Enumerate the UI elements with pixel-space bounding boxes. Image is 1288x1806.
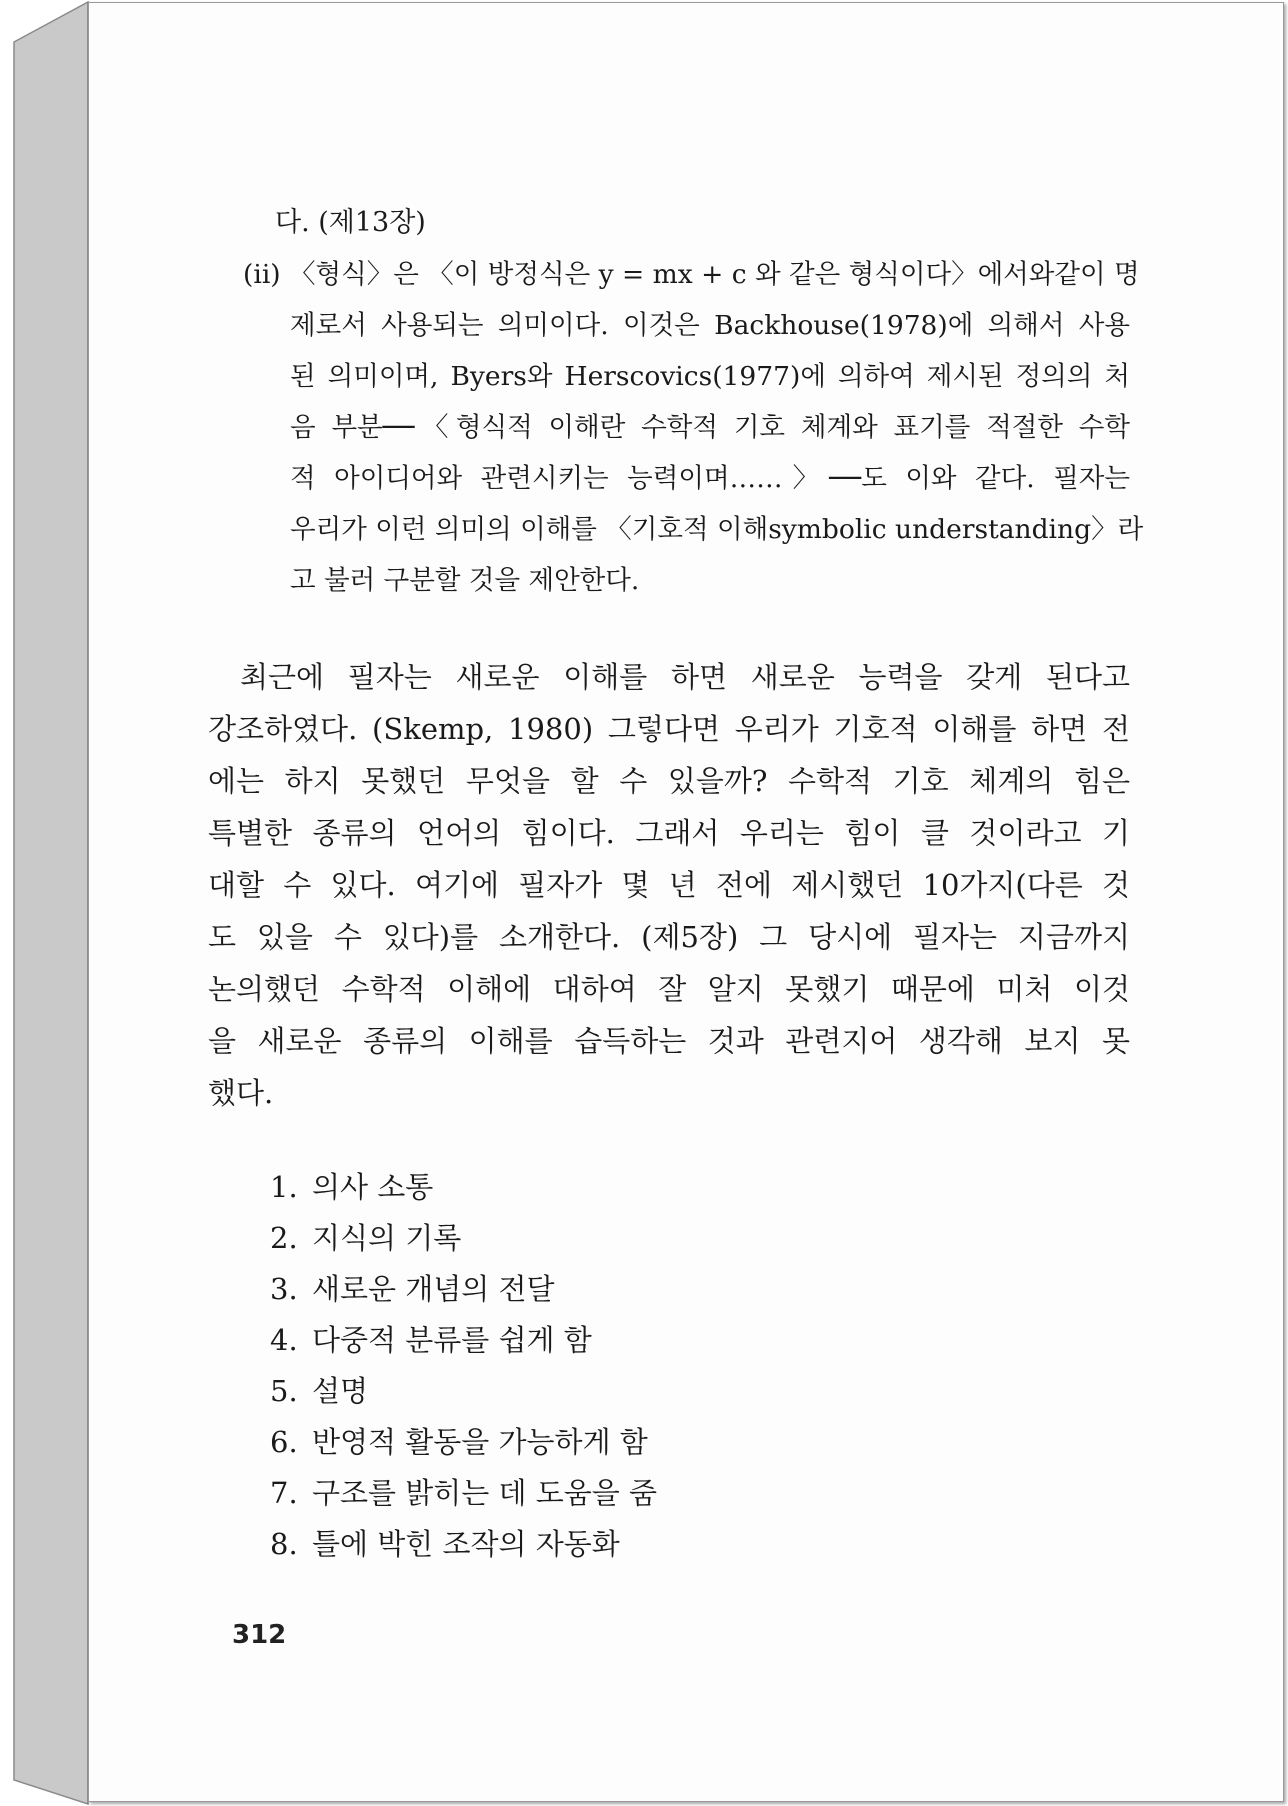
list-item-text: 의사 소통 (312, 1170, 434, 1204)
item-ii-line: 우리가 이런 의미의 이해를 〈기호적 이해symbolic understanding〉라 (290, 514, 1144, 545)
list-item-number: 1. (270, 1170, 298, 1204)
paragraph-line: 논의했던 수학적 이해에 대하여 잘 알지 못했기 때문에 미처 이것 (208, 972, 1130, 1006)
list-item (270, 1420, 648, 1461)
list-item-number: 2. (270, 1221, 298, 1255)
list-item (270, 1165, 433, 1206)
list-item-number: 5. (270, 1374, 298, 1408)
list-item-text: 반영적 활동을 가능하게 함 (312, 1425, 648, 1459)
paragraph-line: 강조하였다. (Skemp, 1980) 그렇다면 우리가 기호적 이해를 하면 전 (208, 712, 1130, 746)
item-ii-line: (ii) 〈형식〉은 〈이 방정식은 y = mx + c 와 같은 형식이다〉에서와같이 명 (243, 259, 1140, 290)
page-number: 312 (232, 1620, 287, 1650)
item-ii-line: 된 의미이며, Byers와 Herscovics(1977)에 의하여 제시된 정의의 처 (290, 361, 1130, 392)
list-item-text: 설명 (312, 1374, 369, 1408)
paragraph-line: 최근에 필자는 새로운 이해를 하면 새로운 능력을 갖게 된다고 (240, 660, 1130, 694)
list-item-text: 구조를 밝히는 데 도움을 줌 (312, 1476, 658, 1510)
list-item-text: 틀에 박힌 조작의 자동화 (312, 1527, 620, 1561)
list-item-number: 4. (270, 1323, 298, 1357)
paragraph-line: 특별한 종류의 언어의 힘이다. 그래서 우리는 힘이 클 것이라고 기 (208, 816, 1130, 850)
list-item (270, 1369, 368, 1410)
paragraph-line: 했다. (208, 1076, 274, 1110)
list-item-text: 새로운 개념의 전달 (312, 1272, 555, 1306)
list-item-number: 6. (270, 1425, 298, 1459)
paragraph-line: 도 있을 수 있다)를 소개한다. (제5장) 그 당시에 필자는 지금까지 (208, 920, 1130, 954)
paragraph-line: 을 새로운 종류의 이해를 습득하는 것과 관련지어 생각해 보지 못 (208, 1024, 1130, 1058)
list-item (270, 1216, 461, 1257)
list-item-number: 8. (270, 1527, 298, 1561)
item-ii-line: 고 불러 구분할 것을 제안한다. (290, 565, 640, 596)
list-item (270, 1471, 657, 1512)
list-item-number: 3. (270, 1272, 298, 1306)
header-fragment: 다. (제13장) (275, 207, 426, 238)
item-ii-line: 적 아이디어와 관련시키는 능력이며……〉──도 이와 같다. 필자는 (290, 463, 1130, 494)
item-ii-line: 음 부분──〈형식적 이해란 수학적 기호 체계와 표기를 적절한 수학 (290, 412, 1130, 443)
list-item-text: 다중적 분류를 쉽게 함 (312, 1323, 592, 1357)
list-item (270, 1318, 592, 1359)
paragraph-line: 대할 수 있다. 여기에 필자가 몇 년 전에 제시했던 10가지(다른 것 (208, 868, 1131, 902)
paragraph-line: 에는 하지 못했던 무엇을 할 수 있을까? 수학적 기호 체계의 힘은 (208, 764, 1130, 798)
list-item-text: 지식의 기록 (312, 1221, 462, 1255)
list-item (270, 1522, 620, 1563)
item-ii-line: 제로서 사용되는 의미이다. 이것은 Backhouse(1978)에 의해서 사용 (290, 310, 1130, 341)
list-item-number: 7. (270, 1476, 298, 1510)
list-item (270, 1267, 555, 1308)
